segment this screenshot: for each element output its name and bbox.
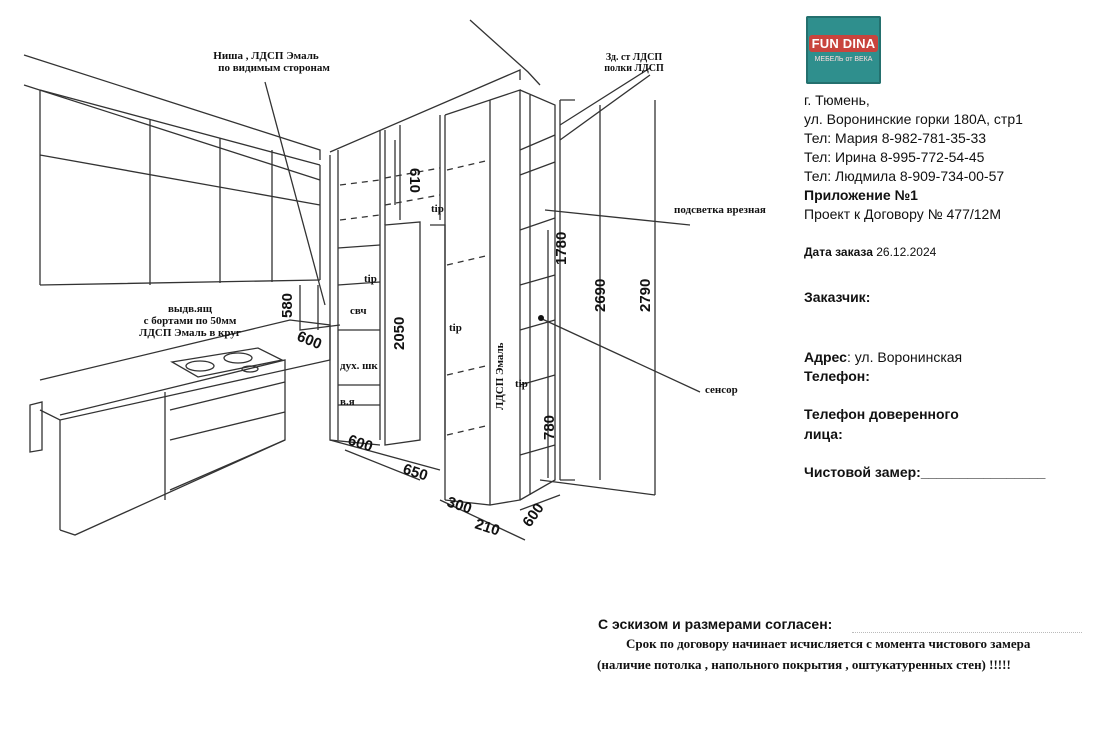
dim-2050: 2050: [391, 316, 408, 350]
tip-label-2: tip: [431, 203, 444, 215]
project-title: Проект к Договору № 477/12М: [804, 206, 1002, 222]
phone-label: Телефон:: [804, 368, 870, 384]
trusted-phone-label-1: Телефон доверенного: [804, 406, 959, 422]
shelves-label-line-2: полки ЛДСП: [604, 63, 664, 74]
dim-2790: 2790: [637, 278, 654, 312]
final-measure-label: Чистовой замер:: [804, 464, 921, 480]
shelves-label-line-1: Зд. ст ЛДСП: [605, 52, 663, 63]
microwave-label: свч: [350, 305, 367, 317]
address-label: Адрес: [804, 349, 847, 365]
final-measure-line: ________________: [920, 464, 1046, 480]
drawer-label-line-2: с бортами по 50мм: [143, 315, 237, 327]
backlight-label: подсветка врезная: [674, 204, 766, 216]
contact-phone-3: Тел: Людмила 8-909-734-00-57: [804, 168, 1005, 184]
oven-label: дух. шк: [340, 360, 378, 372]
order-date-label: Дата заказа: [804, 245, 873, 259]
dim-610: 610: [406, 168, 423, 194]
agreement-label: С эскизом и размерами согласен:: [598, 616, 833, 632]
trusted-phone-label-2: лица:: [804, 426, 843, 442]
address-value: : ул. Воронинская: [846, 349, 963, 365]
dim-1780: 1780: [553, 231, 570, 265]
appendix-title: Приложение №1: [804, 187, 918, 203]
drawer-label-line-3: ЛДСП Эмаль в круг: [139, 327, 241, 339]
logo-brand: FUN DINA: [809, 35, 879, 52]
dim-600-counter: 600: [294, 327, 325, 354]
customer-label: Заказчик:: [804, 289, 871, 305]
tip-label-4: tip: [515, 378, 528, 390]
signature-line: [852, 632, 1082, 633]
dim-650: 650: [400, 460, 430, 485]
company-logo: [806, 16, 881, 84]
contact-street: ул. Воронинские горки 180А, стр1: [804, 111, 1023, 127]
contact-phone-2: Тел: Ирина 8-995-772-54-45: [804, 149, 985, 165]
material-label: ЛДСП Эмаль: [494, 342, 506, 410]
final-measure: [804, 464, 1045, 480]
niche-label-line-1: Ниша , ЛДСП Эмаль: [213, 50, 319, 62]
dim-600-base: 600: [345, 431, 375, 456]
dim-300: 300: [444, 493, 474, 518]
conditions-note: (наличие потолка , напольного покрытия , оштукатуренных стен) !!!!!: [597, 657, 1011, 672]
contact-city: г. Тюмень,: [804, 92, 870, 108]
bottom-drawer-label: в.я: [340, 396, 355, 408]
drawer-label-line-1: выдв.ящ: [167, 303, 213, 315]
dim-2690: 2690: [592, 278, 609, 312]
dim-600-side: 600: [519, 500, 548, 531]
contact-phone-1: Тел: Мария 8-982-781-35-33: [804, 130, 987, 146]
order-date: [804, 243, 936, 262]
dim-780: 780: [541, 414, 558, 440]
logo-tagline: МЕБЕЛЬ от ВЕКА: [814, 56, 873, 63]
order-date-value: 26.12.2024: [876, 245, 937, 259]
address-line: [804, 348, 962, 367]
dim-580: 580: [279, 292, 296, 318]
term-note: Срок по договору начинает исчисляется с момента чистового замера: [626, 636, 1031, 651]
niche-label-line-2: по видимым сторонам: [218, 62, 330, 74]
tip-label-1: tip: [364, 273, 377, 285]
sensor-label: сенсор: [705, 384, 738, 396]
dim-210: 210: [472, 515, 502, 540]
tip-label-3: tip: [449, 322, 462, 334]
